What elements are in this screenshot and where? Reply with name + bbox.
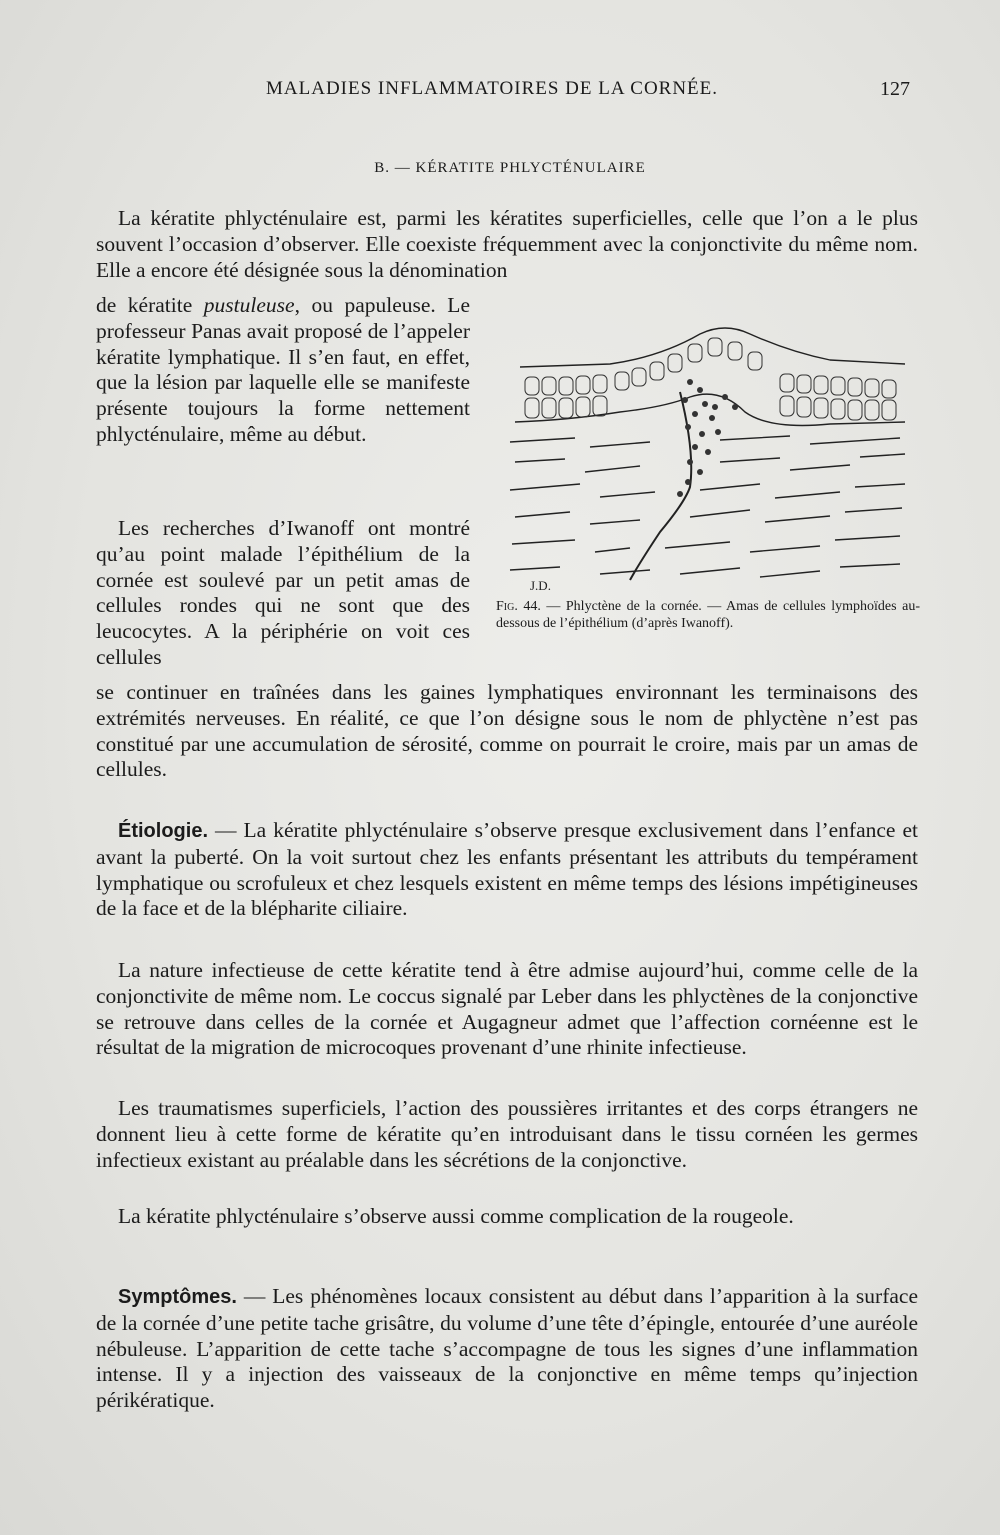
cell <box>732 404 738 410</box>
cell <box>715 429 721 435</box>
figure-phlyctene-illustration <box>490 312 915 602</box>
nerve-fiber <box>630 392 691 580</box>
intro-text-a: de kératite <box>96 293 204 317</box>
epithelial-cell <box>525 398 539 418</box>
figure-caption-text: — Phlyctène de la cornée. — Amas de cellules lymphoïdes au-dessous de l’épithélium (d’après Iwanoff). <box>496 599 920 631</box>
paragraph-etiologie-1 <box>96 818 918 922</box>
epithelial-cell <box>831 399 845 419</box>
cell <box>705 449 711 455</box>
epithelial-cell <box>865 379 879 397</box>
heading-etiologie: Étiologie. <box>118 820 208 842</box>
page-number: 127 <box>880 78 910 100</box>
cell <box>697 387 703 393</box>
epithelial-cell <box>748 352 762 370</box>
epithelial-cell <box>780 396 794 416</box>
stroma-lamella-1 <box>510 436 900 447</box>
section-title: B. — KÉRATITE PHLYCTÉNULAIRE <box>374 160 646 176</box>
stroma-lamella-4 <box>515 508 902 524</box>
heading-symptomes: Symptômes. <box>118 1286 237 1308</box>
cell <box>702 401 708 407</box>
cell <box>722 394 728 400</box>
stroma-lamella-2 <box>515 454 905 472</box>
stroma-lamella-6 <box>510 564 900 577</box>
symptomes-text-1: — Les phénomènes locaux consistent au début dans l’apparition à la surface de la cornée d’une petite tache grisâtre, du volume d’une tête d’épingle, entourée d’une auréole nébuleuse. L’apparition de cette tache s’accompagne de tous les signes d’une inflammation intense. Il y a injection des vaisseaux de la conjonctive en même temps qu’injection périkératique. <box>96 1284 918 1413</box>
figure-caption-lead: Fig. 44. <box>496 599 541 614</box>
cell <box>687 379 693 385</box>
cell <box>677 491 683 497</box>
epithelial-cell <box>632 368 646 386</box>
epithelial-cell <box>668 354 682 372</box>
epithelial-cell <box>542 377 556 395</box>
cell-clusters <box>677 379 738 497</box>
epithelial-cell <box>882 380 896 398</box>
cell <box>697 469 703 475</box>
paragraph-etiologie-2: La nature infectieuse de cette kératite tend à être admise aujourd’hui, comme celle de la conjonctivite de même nom. Le coccus signalé par Leber dans les phlyctènes de la conjonctive se retrouve dans celles de la cornée et Augagneur admet que l’affection cornéenne est le résultat de la migration de microcoques provenant d’une rhinite infectieuse. <box>96 958 918 1060</box>
cell <box>709 415 715 421</box>
epithelial-cells <box>525 338 896 420</box>
epithelial-cell <box>525 377 539 395</box>
epithelial-cell <box>576 397 590 417</box>
paragraph-etiologie-3: Les traumatismes superficiels, l’action des poussières irritantes et des corps étrangers ne donnent lieu à cette forme de kératite qu’en introduisant dans le tissu cornéen les germes infectieux existant au préalable dans les sécrétions de la conjonctive. <box>96 1096 918 1172</box>
cell <box>692 411 698 417</box>
cell <box>685 479 691 485</box>
epithelial-cell <box>780 374 794 392</box>
epithelial-cell <box>615 372 629 390</box>
epithelial-cell <box>542 398 556 418</box>
running-title: MALADIES INFLAMMATOIRES DE LA CORNÉE. <box>266 78 719 99</box>
stroma-lamella-3 <box>510 484 905 498</box>
intro-italic-term: pustuleuse <box>203 293 295 317</box>
cell <box>692 444 698 450</box>
paragraph-intro-2-wide: se continuer en traînées dans les gaines lymphatiques environnant les terminaisons des extrémités nerveuses. En réalité, ce que l’on désigne sous le nom de phlyctène n’est pas constitué par une accumulation de sérosité, comme on pourrait le croire, mais par un amas de cellules. <box>96 680 918 782</box>
epithelial-cell <box>814 398 828 418</box>
epithelium-top-line <box>520 328 905 367</box>
stroma-lamella-5 <box>512 536 900 552</box>
cell <box>699 431 705 437</box>
figure-signature: J.D. <box>530 578 551 593</box>
cell <box>687 459 693 465</box>
epithelial-cell <box>865 400 879 420</box>
epithelial-cell <box>559 377 573 395</box>
paragraph-intro-1-wide: La kératite phlycténulaire est, parmi les kératites superficielles, celle que l’on a le plus souvent l’occasion d’observer. Elle coexiste fréquemment avec la conjonctivite du même nom. Elle a encore été désignée sous la dénomination <box>96 206 918 282</box>
epithelial-cell <box>728 342 742 360</box>
cell <box>712 404 718 410</box>
epithelial-cell <box>814 376 828 394</box>
paragraph-symptomes-1 <box>96 1284 918 1414</box>
paragraph-intro-2-narrow: Les recherches d’Iwanoff ont montré qu’au point malade l’épithélium de la cornée est soulevé par un petit amas de cellules rondes qui ne sont que des leucocytes. A la périphérie on voit ces cellules <box>96 516 470 669</box>
epithelial-cell <box>708 338 722 356</box>
cell <box>685 424 691 430</box>
intro-text-b: , ou papuleuse. Le professeur Panas avait proposé de l’appeler kératite lymphatique. Il s’en faut, en effet, que la lésion par laquelle elle se manifeste présente toujours la forme nettement phlycténulaire, même au début. <box>96 293 470 446</box>
epithelial-cell <box>593 375 607 393</box>
epithelial-cell <box>593 396 607 416</box>
epithelial-cell <box>688 344 702 362</box>
epithelial-cell <box>559 398 573 418</box>
epithelial-cell <box>848 400 862 420</box>
epithelial-cell <box>882 400 896 420</box>
cell <box>682 397 688 403</box>
epithelial-cell <box>576 376 590 394</box>
etiologie-text-1: — La kératite phlycténulaire s’observe presque exclusivement dans l’enfance et avant la puberté. On la voit surtout chez les enfants présentant les attributs du tempérament lymphatique ou scrofuleux et chez lesquels existent en même temps des lésions impétigineuses de la face et de la blépharite ciliaire. <box>96 818 918 921</box>
paragraph-etiologie-4: La kératite phlycténulaire s’observe aussi comme complication de la rougeole. <box>118 1204 794 1228</box>
paragraph-intro-1-narrow <box>96 293 470 448</box>
epithelial-cell <box>797 375 811 393</box>
epithelial-cell <box>848 378 862 396</box>
epithelial-cell <box>831 377 845 395</box>
epithelial-cell <box>797 397 811 417</box>
figure-caption <box>496 598 920 632</box>
epithelial-cell <box>650 362 664 380</box>
